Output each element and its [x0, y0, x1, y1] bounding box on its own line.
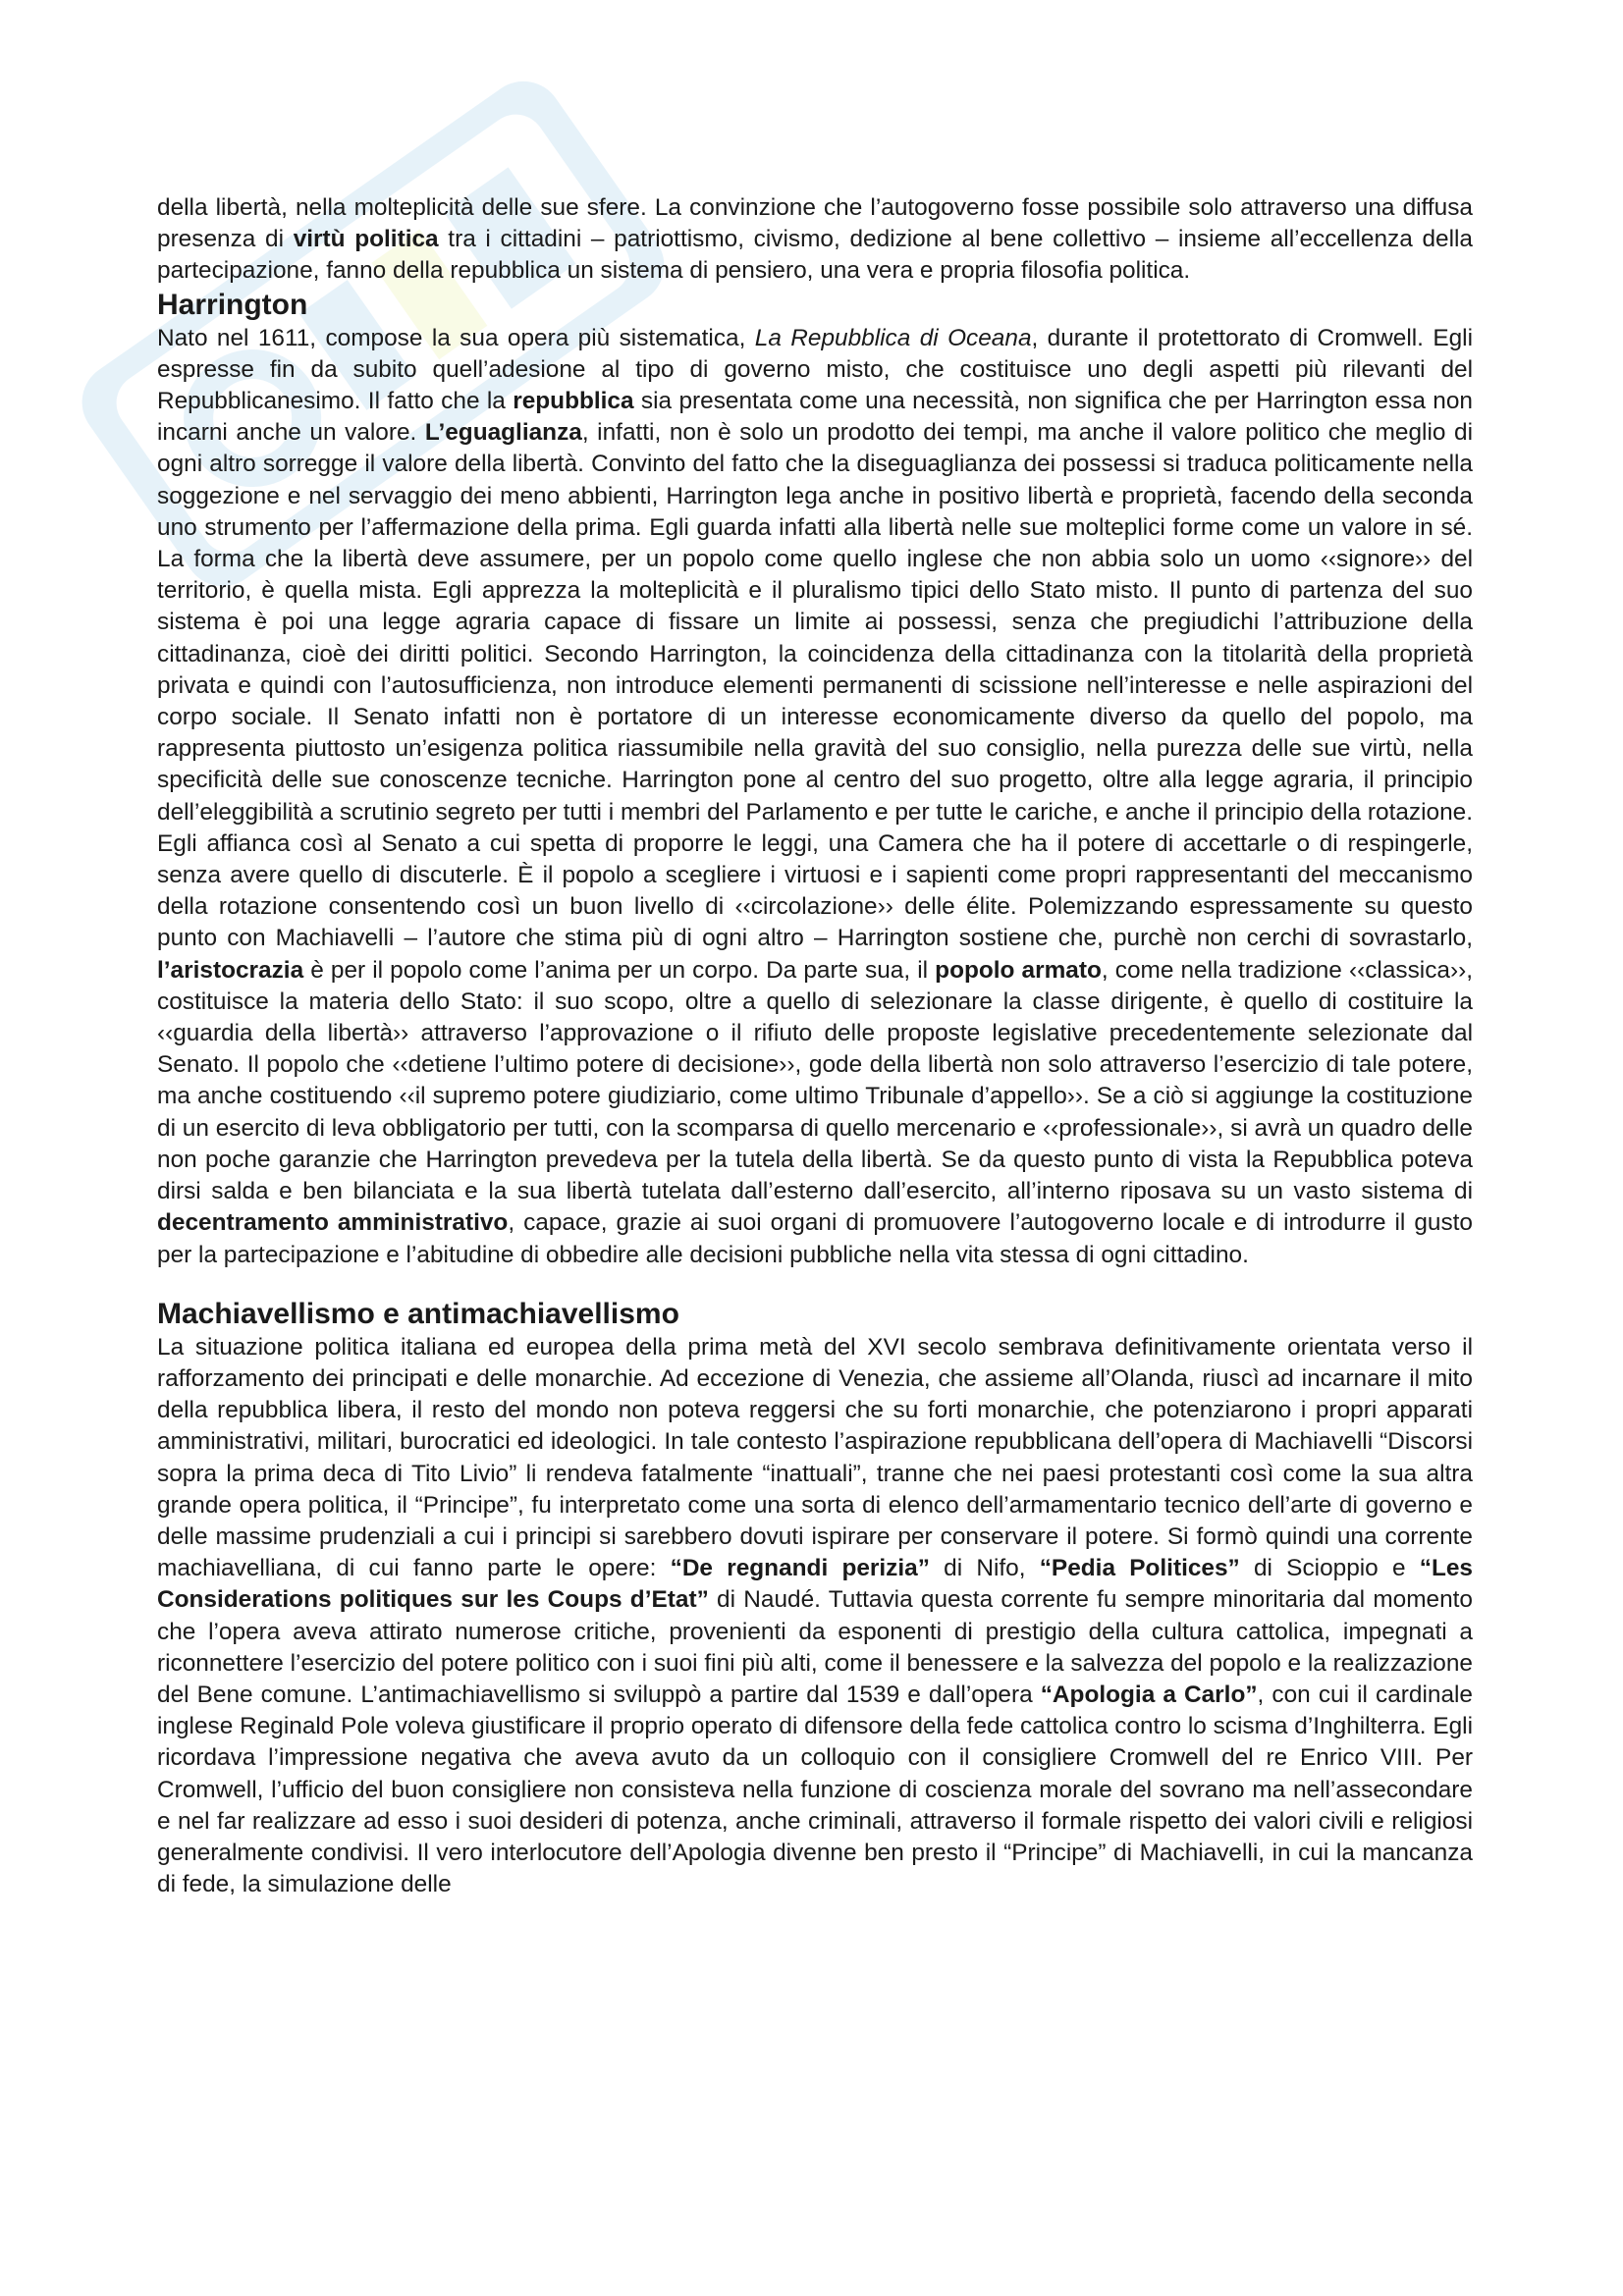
- paragraph-machiavellismo: La situazione politica italiana ed europea della prima metà del XVI secolo sembrava definitivamente orientata verso il rafforzamento dei principati e delle monarchie. Ad eccezione di Venezia, che assieme all’Olanda, riuscì ad incarnare il mito della repubblica libera, il resto del mondo non poteva reggersi che su forti monarchie, che potenziarono i propri apparati amministrativi, militari, burocratici ed ideologici. In tale contesto l’aspirazione repubblicana dell’opera di Machiavelli “Discorsi sopra la prima deca di Tito Livio” li rendeva fatalmente “inattuali”, tranne che nei paesi protestanti così come la sua altra grande opera politica, il “Principe”, fu interpretato come una sorta di elenco dell’armamentario tecnico dell’arte di governo e delle massime prudenziali a cui i principi si sarebbero dovuti ispirare per conservare il potere. Si formò quindi una corrente machiavelliana, di cui fanno parte le opere: “De regnandi perizia” di Nifo, “Pedia Politices” di Scioppio e “Les Considerations politiques sur les Coups d’Etat” di Naudé. Tuttavia questa corrente fu sempre minoritaria dal momento che l’opera aveva attirato numerose critiche, provenienti da esponenti di prestigio della cultura cattolica, impegnati a riconnettere l’esercizio del potere politico con i suoi fini più alti, come il benessere e la salvezza del popolo e la realizzazione del Bene comune. L’antimachiavellismo si sviluppò a partire dal 1539 e dall’opera “Apologia a Carlo”, con cui il cardinale inglese Reginald Pole voleva giustificare il proprio operato di difensore della fede cattolica contro lo scisma d’Inghilterra. Egli ricordava l’impressione negativa che aveva avuto da un colloquio con il consigliere Cromwell del re Enrico VIII. Per Cromwell, l’ufficio del buon consigliere non consisteva nella funzione di coscienza morale del sovrano ma nell’assecondare e nel far realizzare ad esso i suoi desideri di potenza, anche criminali, attraverso il formale rispetto dei valori civili e religiosi generalmente condivisi. Il vero interlocutore dell’Apologia divenne ben presto il “Principe” di Machiavelli, in cui la mancanza di fede, la simulazione delle: [157, 1333, 1473, 1898]
- heading-harrington: Harrington: [157, 288, 308, 321]
- document-page: [157, 192, 1473, 1900]
- paragraph-harrington: Nato nel 1611, compose la sua opera più sistematica, La Repubblica di Oceana, durante il protettorato di Cromwell. Egli espresse fin da subito quell’adesione al tipo di governo misto, che costituisce uno degli aspetti più rilevanti del Repubblicanesimo. Il fatto che la repubblica sia presentata come una necessità, non significa che per Harrington essa non incarni anche un valore. L’eguaglianza, infatti, non è solo un prodotto dei tempi, ma anche il valore politico che meglio di ogni altro sorregge il valore della libertà. Convinto del fatto che la diseguaglianza dei possessi si traduca politicamente nella soggezione e nel servaggio dei meno abbienti, Harrington lega anche in positivo libertà e proprietà, facendo della seconda uno strumento per l’affermazione della prima. Egli guarda infatti alla libertà nelle sue molteplici forme come un valore in sé. La forma che la libertà deve assumere, per un popolo come quello inglese che non abbia solo un uomo ‹‹signore›› del territorio, è quella mista. Egli apprezza la molteplicità e il pluralismo tipici dello Stato misto. Il punto di partenza del suo sistema è poi una legge agraria capace di fissare un limite ai possessi, senza che pregiudichi l’attribuzione della cittadinanza, cioè dei diritti politici. Secondo Harrington, la coincidenza della cittadinanza con la titolarità della proprietà privata e quindi con l’autosufficienza, non introduce elementi permanenti di scissione nell’interesse e nelle aspirazioni del corpo sociale. Il Senato infatti non è portatore di un interesse economicamente diverso da quello del popolo, ma rappresenta piuttosto un’esigenza politica riassumibile nella gravità del suo consiglio, nella purezza delle sue virtù, nella specificità delle sue conoscenze tecniche. Harrington pone al centro del suo progetto, oltre alla legge agraria, il principio dell’eleggibilità a scrutinio segreto per tutti i membri del Parlamento e per tutte le cariche, e anche il principio della rotazione. Egli affianca così al Senato a cui spetta di proporre le leggi, una Camera che ha il potere di accettarle o di respingerle, senza avere quello di discuterle. È il popolo a scegliere i virtuosi e i sapienti come propri rappresentanti del meccanismo della rotazione consentendo così un buon livello di ‹‹circolazione›› delle élite. Polemizzando espressamente su questo punto con Machiavelli – l’autore che stima più di ogni altro – Harrington sostiene che, purchè non cerchi di sovrastarlo, l’aristocrazia è per il popolo come l’anima per un corpo. Da parte sua, il popolo armato, come nella tradizione ‹‹classica››, costituisce la materia dello Stato: il suo scopo, oltre a quello di selezionare la classe dirigente, è quello di costituire la ‹‹guardia della libertà›› attraverso l’approvazione o il rifiuto delle proposte legislative precedentemente selezionate dal Senato. Il popolo che ‹‹detiene l’ultimo potere di decisione››, gode della libertà non solo attraverso l’esercizio di tale potere, ma anche costituendo ‹‹il supremo potere giudiziario, come ultimo Tribunale d’appello››. Se a ciò si aggiunge la costituzione di un esercito di leva obbligatorio per tutti, con la scomparsa di quello mercenario e ‹‹professionale››, si avrà un quadro delle non poche garanzie che Harrington prevedeva per la tutela della libertà. Se da questo punto di vista la Repubblica poteva dirsi salda e ben bilanciata e la sua libertà tutelata dall’esterno dall’esercito, all’interno riposava su un vasto sistema di decentramento amministrativo, capace, grazie ai suoi organi di promuovere l’autogoverno locale e di introdurre il gusto per la partecipazione e l’abitudine di obbedire alle decisioni pubbliche nella vita stessa di ogni cittadino.: [157, 324, 1473, 1268]
- paragraph-intro: della libertà, nella molteplicità delle sue sfere. La convinzione che l’autogoverno fosse possibile solo attraverso una diffusa presenza di virtù politica tra i cittadini – patriottismo, civismo, dedizione al bene collettivo – insieme all’eccellenza della partecipazione, fanno della repubblica un sistema di pensiero, una vera e propria filosofia politica.: [157, 194, 1473, 285]
- heading-machiavellismo: Machiavellismo e antimachiavellismo: [157, 1297, 679, 1330]
